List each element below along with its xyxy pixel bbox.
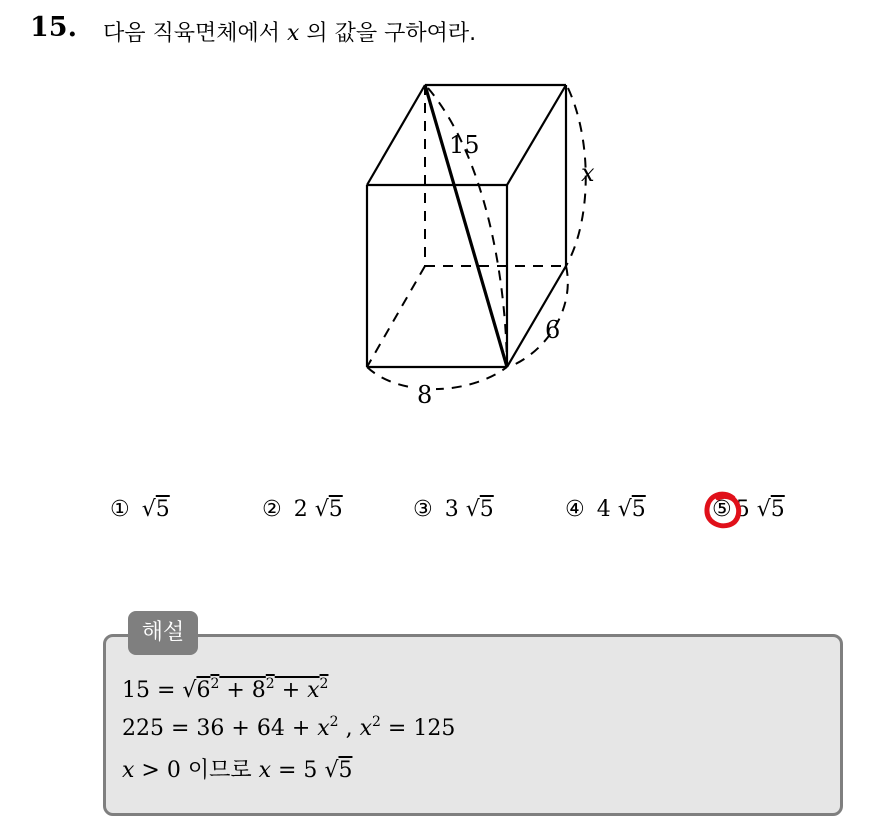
choice-1[interactable]: ① √5 (110, 497, 170, 522)
label-width: 8 (417, 381, 433, 409)
solution-line-3: x > 0 이므로 x = 5 √5 (122, 758, 353, 783)
question-number: 15. (30, 12, 77, 43)
choice-2-coef: 2 (293, 497, 308, 522)
hidden-edge-bottom-left (367, 266, 425, 367)
sol3-c: x (251, 758, 272, 783)
choice-3-coef: 3 (444, 497, 459, 522)
choice-1-mark: ① (110, 497, 130, 522)
space-diagonal (425, 85, 507, 367)
arc-width (367, 367, 507, 389)
label-depth: 6 (545, 316, 561, 344)
answer-circle-mark (703, 490, 743, 530)
answer-choices (0, 497, 884, 537)
solution-line-2: $225 = 36 + 64 + x^2$ , $x^2 = 125$ (122, 714, 456, 741)
solution-line-1: $15 = √6^2 + 8^2 + x^2$ (122, 676, 329, 703)
solution-tab: 해설 (128, 611, 198, 655)
choice-4-coef: 4 (596, 497, 611, 522)
question-text-before: 다음 직육면체에서 (103, 21, 288, 46)
sol3-radicand: 5 (338, 758, 353, 783)
choice-5[interactable]: ⑤ 5 √5 (712, 497, 785, 522)
choice-3-radicand: 5 (479, 497, 494, 522)
choice-4-radicand: 5 (631, 497, 646, 522)
sol2-c: = 125 (380, 716, 456, 741)
question-variable: x (287, 21, 300, 46)
edge-top-left (367, 85, 425, 185)
choice-2[interactable]: ② 2 √5 (262, 497, 343, 522)
choice-5-mark: ⑤ (712, 497, 732, 522)
sol2-a: 225 = 36 + 64 + (122, 716, 318, 741)
sol1-lhs: 15 = (122, 678, 183, 703)
choice-3[interactable]: ③ 3 √5 (413, 497, 494, 522)
sol2-b: , (338, 716, 360, 741)
choice-4-mark: ④ (565, 497, 585, 522)
label-height: x (581, 159, 595, 187)
sol3-a: x (122, 758, 135, 783)
sol3-b: > 0 (134, 758, 188, 783)
question-text-after: 의 값을 구하여라. (299, 21, 477, 46)
choice-5-radicand: 5 (770, 497, 785, 522)
choice-5-coef: 5 (735, 497, 750, 522)
choice-1-radicand: 5 (155, 497, 170, 522)
choice-3-mark: ③ (413, 497, 433, 522)
edge-top-right (507, 85, 566, 185)
sol3-kr: 이므로 (187, 758, 252, 783)
sol3-d: = 5 (271, 758, 325, 783)
choice-2-radicand: 5 (328, 497, 343, 522)
choice-4[interactable]: ④ 4 √5 (565, 497, 646, 522)
sol1-radicand: $6^2 + 8^2 + x^2$ (196, 676, 329, 703)
choice-2-mark: ② (262, 497, 282, 522)
label-diagonal: 15 (449, 131, 480, 159)
